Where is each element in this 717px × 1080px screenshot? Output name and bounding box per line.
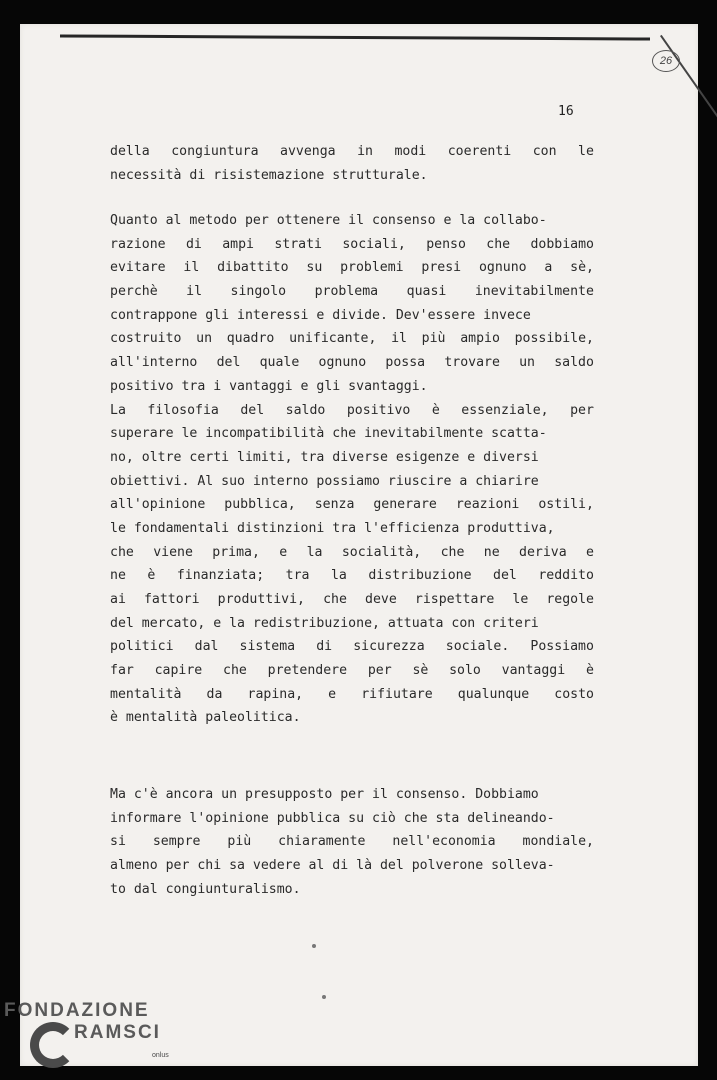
word: che: [110, 544, 134, 560]
word: ai: [110, 592, 126, 607]
word: è: [147, 568, 156, 584]
word: positivo tra i vantaggi e gli svantaggi.: [110, 378, 428, 394]
word: possa: [385, 355, 426, 371]
word: fattori: [143, 592, 200, 607]
word: filosofia: [147, 402, 219, 418]
word: obiettivi. Al suo interno possiamo riuscire a chiarire: [110, 473, 539, 489]
word: sociali,: [342, 236, 406, 252]
text-line: [110, 375, 594, 399]
word: razione: [110, 236, 166, 252]
word: dibattito: [217, 260, 289, 276]
text-line: [110, 351, 594, 375]
word: distribuzione: [368, 568, 472, 584]
text-line: [110, 304, 594, 328]
word: è mentalità paleolitica.: [110, 710, 301, 726]
text-line: [110, 783, 594, 807]
word: finanziata;: [176, 568, 265, 584]
word: di: [316, 639, 333, 655]
text-line: [110, 493, 594, 517]
paragraph-3: [110, 783, 594, 901]
word: il: [391, 331, 407, 347]
word: del: [216, 355, 241, 371]
word: saldo: [285, 402, 326, 418]
word: che: [223, 663, 247, 679]
text-line: [110, 854, 594, 878]
text-line: [110, 878, 594, 902]
word: senza: [314, 497, 355, 513]
paragraph-1: [110, 140, 594, 187]
word: quasi: [406, 284, 447, 300]
word: sè,: [570, 260, 594, 276]
word: con: [532, 144, 557, 159]
logo-small-text: onlus: [152, 1052, 169, 1059]
word: di: [185, 236, 202, 252]
text-line: [110, 399, 594, 423]
word: si: [110, 834, 126, 850]
word: costo: [554, 686, 594, 702]
word: che: [323, 592, 347, 607]
text-line: [110, 470, 594, 494]
word: ampio: [460, 331, 500, 347]
word: necessità di risistemazione strutturale.: [110, 167, 428, 183]
word: solo: [449, 663, 481, 679]
word: no, oltre certi limiti, tra diverse esigenze e diversi: [110, 449, 539, 465]
word: La: [110, 402, 126, 418]
word: sistema: [239, 639, 296, 655]
word: informare l'opinione pubblica su ciò che sta delineando-: [110, 810, 555, 826]
text-line: [110, 233, 594, 257]
ink-dot: [322, 995, 326, 999]
word: è: [585, 663, 594, 679]
word: avvenga: [280, 144, 336, 159]
word: problema: [314, 284, 379, 300]
word: to dal congiunturalismo.: [110, 881, 301, 897]
word: dobbiamo: [530, 236, 594, 252]
page-number: 16: [558, 104, 574, 119]
text-line: [110, 612, 594, 636]
text-line: [110, 422, 594, 446]
word: un: [519, 355, 535, 371]
word: sè: [412, 663, 429, 679]
word: mondiale,: [522, 834, 594, 850]
word: deve: [365, 592, 397, 607]
text-line: [110, 807, 594, 831]
word: singolo: [230, 284, 287, 300]
word: ostili,: [538, 497, 594, 513]
word: e: [328, 686, 337, 702]
text-line: [110, 517, 594, 541]
word: da: [206, 686, 223, 702]
word: unificante,: [289, 331, 377, 347]
word: il: [183, 260, 200, 276]
word: su: [306, 260, 323, 276]
word: tra: [285, 568, 310, 584]
word: Ma c'è ancora un presupposto per il consenso. Dobbiamo: [110, 787, 539, 802]
text-line: [110, 830, 594, 854]
logo-line-2: RAMSCI: [74, 1022, 161, 1043]
text-line: [110, 164, 594, 188]
text-line: [110, 209, 594, 233]
word: socialità,: [341, 544, 422, 560]
word: essenziale,: [461, 402, 549, 418]
word: trovare: [444, 355, 500, 371]
word: problemi: [340, 260, 404, 276]
word: il: [186, 284, 203, 300]
word: in: [357, 144, 373, 159]
word: all'opinione: [110, 497, 206, 513]
word: prima,: [212, 544, 260, 560]
word: ognuno: [478, 260, 527, 276]
word: possibile,: [514, 331, 594, 347]
word: che: [486, 236, 511, 252]
paragraph-2: [110, 209, 594, 730]
word: far: [110, 663, 134, 679]
word: un: [196, 331, 213, 347]
word: perchè: [110, 284, 158, 300]
text-line: [110, 256, 594, 280]
word: la: [330, 568, 347, 584]
word: produttivi,: [217, 592, 305, 607]
word: rapina,: [247, 686, 304, 702]
word: nell'economia: [392, 834, 496, 850]
word: Quanto al metodo per ottenere il consenso e la collabo-: [110, 213, 547, 228]
page-edge-line: [60, 34, 650, 40]
word: è: [431, 402, 440, 418]
word: modi: [394, 144, 427, 159]
word: le: [578, 144, 594, 159]
word: viene: [153, 544, 193, 560]
text-line: [110, 446, 594, 470]
word: per: [367, 663, 392, 679]
word: del mercato, e la redistribuzione, attuata con criteri: [110, 615, 539, 631]
word: generare: [373, 497, 437, 513]
word: almeno per chi sa vedere al di là del polverone solleva-: [110, 858, 555, 874]
word: saldo: [554, 355, 594, 371]
word: pubblica,: [224, 497, 296, 513]
word: quadro: [226, 331, 275, 347]
text-line: [110, 541, 594, 565]
ink-dot: [312, 944, 316, 948]
text-line: [110, 564, 594, 588]
word: sempre: [152, 834, 201, 850]
word: chiaramente: [278, 834, 366, 850]
word: strati: [274, 236, 322, 252]
logo-g-icon: [30, 1022, 76, 1068]
document-page: [20, 24, 698, 1066]
word: quale: [259, 355, 300, 371]
word: superare le incompatibilità che inevitabilmente scatta-: [110, 426, 547, 442]
word: deriva: [519, 544, 567, 560]
word: contrappone gli interessi e divide. Dev'essere invece: [110, 307, 531, 323]
word: ognuno: [318, 355, 367, 371]
word: qualunque: [457, 686, 530, 702]
word: ampi: [222, 236, 254, 252]
word: del: [240, 402, 265, 418]
word: ne: [483, 544, 500, 560]
word: e: [586, 544, 594, 560]
text-line: [110, 140, 594, 164]
text-line: [110, 659, 594, 683]
word: reazioni: [455, 497, 520, 513]
word: ne: [110, 568, 126, 584]
word: della: [110, 144, 150, 159]
logo-line-1: FONDAZIONE: [4, 1000, 150, 1021]
word: più: [421, 331, 446, 347]
word: reddito: [538, 568, 594, 584]
archive-number-mark: 26: [652, 50, 680, 72]
word: Possiamo: [530, 639, 594, 655]
word: all'interno: [110, 355, 198, 371]
word: politici: [110, 639, 174, 655]
word: regole: [546, 592, 594, 607]
word: mentalità: [110, 686, 182, 702]
word: le fondamentali distinzioni tra l'efficienza produttiva,: [110, 520, 555, 536]
word: rispettare: [414, 592, 495, 607]
word: la: [306, 544, 323, 560]
text-line: [110, 683, 594, 707]
word: le: [512, 592, 529, 607]
word: che: [440, 544, 465, 560]
word: dal: [194, 639, 219, 655]
word: sociale.: [445, 639, 510, 655]
text-line: [110, 706, 594, 730]
text-line: [110, 635, 594, 659]
word: inevitabilmente: [474, 284, 594, 300]
word: a: [544, 260, 553, 276]
word: sicurezza: [353, 639, 425, 655]
word: rifiutare: [361, 686, 433, 702]
word: presi: [421, 260, 462, 276]
text-line: [110, 588, 594, 612]
word: coerenti: [447, 144, 512, 159]
word: congiuntura: [171, 144, 259, 159]
word: capire: [154, 663, 203, 679]
word: pretendere: [267, 663, 348, 679]
word: positivo: [346, 402, 411, 418]
word: per: [570, 402, 594, 418]
word: penso: [426, 236, 466, 252]
word: del: [493, 568, 517, 584]
fondazione-gramsci-watermark: [4, 1000, 194, 1080]
text-line: [110, 327, 594, 351]
text-line: [110, 280, 594, 304]
word: più: [227, 834, 252, 850]
word: costruito: [110, 331, 182, 347]
word: evitare: [110, 260, 166, 276]
word: e: [279, 544, 288, 560]
word: vantaggi: [501, 663, 566, 679]
